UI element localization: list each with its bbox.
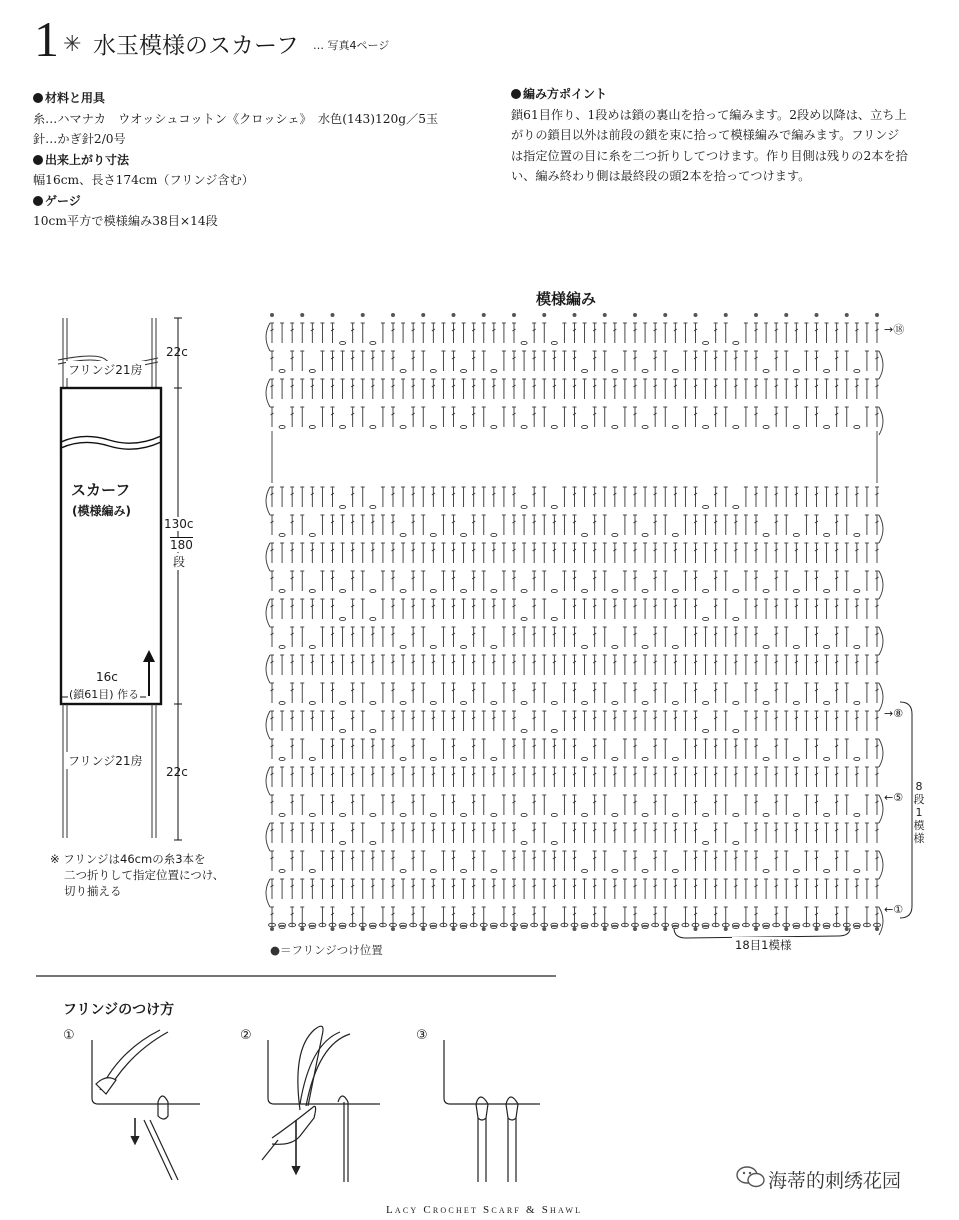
row-5-marker: ←⑤ xyxy=(884,791,904,804)
body-length-label: 130c xyxy=(164,517,194,531)
repeat-char: 様 xyxy=(913,832,925,845)
points-line: がりの鎖目以外は前段の鎖を束に拾って模様編みで編みます。フリンジ xyxy=(511,128,900,142)
fringe-howto-illustrations xyxy=(0,1020,560,1200)
repeat-char: 1 xyxy=(915,806,923,819)
step-3-illustration xyxy=(444,1040,540,1182)
step-1-label: ① xyxy=(63,1028,75,1043)
scarf-body-subtitle: (模様編み) xyxy=(72,504,131,518)
materials-hook: 針…かぎ針2/0号 xyxy=(33,132,126,146)
watermark-text: 海蒂的刺绣花园 xyxy=(768,1170,902,1192)
points-line: 鎖61目作り、1段めは鎖の裏山を拾って編みます。2段め以降は、立ち上 xyxy=(511,107,907,122)
size-heading: 出来上がり寸法 xyxy=(45,152,130,167)
gauge-text: 10cm平方で模様編み38目×14段 xyxy=(33,214,218,228)
photo-page-reference: … 写真4ページ xyxy=(313,39,390,52)
materials-heading: 材料と用具 xyxy=(45,91,106,105)
step-3-label: ③ xyxy=(416,1028,428,1043)
repeat-rows-bracket xyxy=(896,700,920,920)
dimension-lines xyxy=(174,318,182,840)
repeat-stitches-label: 18目1模様 xyxy=(732,937,794,953)
step-2-illustration xyxy=(262,1026,380,1182)
page-title: 水玉模様のスカーフ xyxy=(93,33,299,59)
asterisk-icon: ✳ xyxy=(63,32,82,57)
row-1-marker: ←① xyxy=(884,903,904,916)
repeat-char: 8 xyxy=(915,780,923,793)
points-heading: 編み方ポイント xyxy=(523,87,608,101)
gauge-heading: ゲージ xyxy=(45,193,81,208)
note-line: 切り揃える xyxy=(64,884,122,898)
wechat-icon xyxy=(736,1164,766,1190)
note-line: ※ フリンジは46cmの糸3本を xyxy=(50,852,206,866)
size-text: 幅16cm、長さ174cm（フリンジ含む） xyxy=(33,173,254,187)
footer-text: Lacy Crochet Scarf & Shawl xyxy=(386,1204,583,1216)
pattern-number: 1 xyxy=(34,11,59,67)
chart-legend: ●＝フリンジつけ位置 xyxy=(270,943,383,957)
points-line: い、編み終わり側は最終段の頭2本を拾ってつけます。 xyxy=(511,169,811,183)
top-length-label: 22c xyxy=(166,345,188,359)
chart-title: 模様編み xyxy=(536,290,597,308)
bottom-fringe xyxy=(63,704,156,838)
fringe-top-label: フリンジ21房 xyxy=(68,363,143,377)
cut-line xyxy=(61,436,161,443)
crochet-chart xyxy=(262,305,892,945)
rows-unit-label: 段 xyxy=(173,555,186,569)
row-18-marker: →⑱ xyxy=(884,323,905,336)
bottom-length-label: 22c xyxy=(166,765,188,779)
points-line: は指定位置の目に糸を二つ折りしてつけます。作り目側は残りの2本を拾 xyxy=(511,148,908,163)
width-label: 16c xyxy=(96,670,118,684)
scarf-body-title: スカーフ xyxy=(71,481,131,499)
repeat-char: 段 xyxy=(913,793,925,806)
materials-yarn: 糸…ハマナカ ウオッシュコットン《クロッシェ》 水色(143)120g／5玉 xyxy=(33,111,439,126)
row-8-marker: →⑧ xyxy=(884,707,904,720)
rows-label: 180 xyxy=(170,538,193,552)
width-note-label: (鎖61目) 作る xyxy=(69,688,140,701)
step-1-illustration xyxy=(92,1030,200,1180)
fringe-howto-title: フリンジのつけ方 xyxy=(63,1002,175,1018)
step-2-label: ② xyxy=(240,1028,252,1043)
fringe-note xyxy=(50,851,224,899)
chart-stitches xyxy=(266,323,883,935)
fringe-bottom-label: フリンジ21房 xyxy=(68,754,143,768)
repeat-char: 模 xyxy=(913,819,925,832)
note-line: 二つ折りして指定位置につけ、 xyxy=(64,868,225,882)
